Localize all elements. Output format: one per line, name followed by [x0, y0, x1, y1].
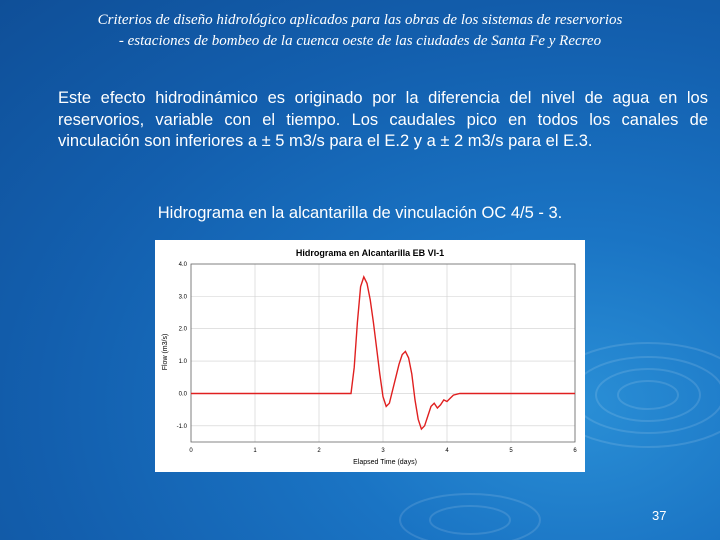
body-paragraph: Este efecto hidrodinámico es originado por la diferencia del nivel de agua en los reservorios, variable con el tiempo. Los caudales pico en todos los canales de vinculación son inferiores a ± 5 m3/s para el E.2 y a ± 2 m3/s para el E.3. [58, 89, 708, 150]
y-tick-label: 2.0 [178, 326, 187, 333]
x-tick-label: 4 [445, 448, 449, 454]
chart-svg [155, 240, 585, 472]
y-tick-label: 4.0 [178, 262, 187, 268]
x-tick-label: 2 [317, 448, 321, 454]
header-line-2: - estaciones de bombeo de la cuenca oeste de las ciudades de Santa Fe y Recreo [118, 33, 602, 49]
x-tick-label: 6 [573, 448, 577, 454]
x-axis-label: Elapsed Time (days) [353, 459, 417, 466]
x-tick-label: 3 [381, 448, 385, 454]
x-tick-label: 0 [189, 448, 193, 454]
y-tick-label: 3.0 [178, 294, 187, 301]
header-line-1: Criterios de diseño hidrológico aplicados para las obras de los sistemas de reservorios [97, 12, 623, 28]
x-tick-label: 5 [509, 448, 513, 454]
y-tick-label: 0.0 [178, 391, 187, 398]
hydrograph-chart [155, 240, 585, 472]
page-number: 37 [652, 508, 667, 523]
slide-header [0, 10, 720, 52]
y-axis-label: Flow (m3/s) [162, 333, 169, 371]
x-tick-label: 1 [253, 448, 257, 454]
y-tick-label: -1.0 [176, 423, 187, 430]
y-tick-label: 1.0 [178, 359, 187, 366]
chart-title: Hidrograma en Alcantarilla EB VI-1 [295, 248, 445, 258]
axis-ticks [177, 262, 578, 454]
chart-caption: Hidrograma en la alcantarilla de vinculación OC 4/5 - 3. [157, 204, 563, 222]
grid-lines [191, 264, 575, 442]
